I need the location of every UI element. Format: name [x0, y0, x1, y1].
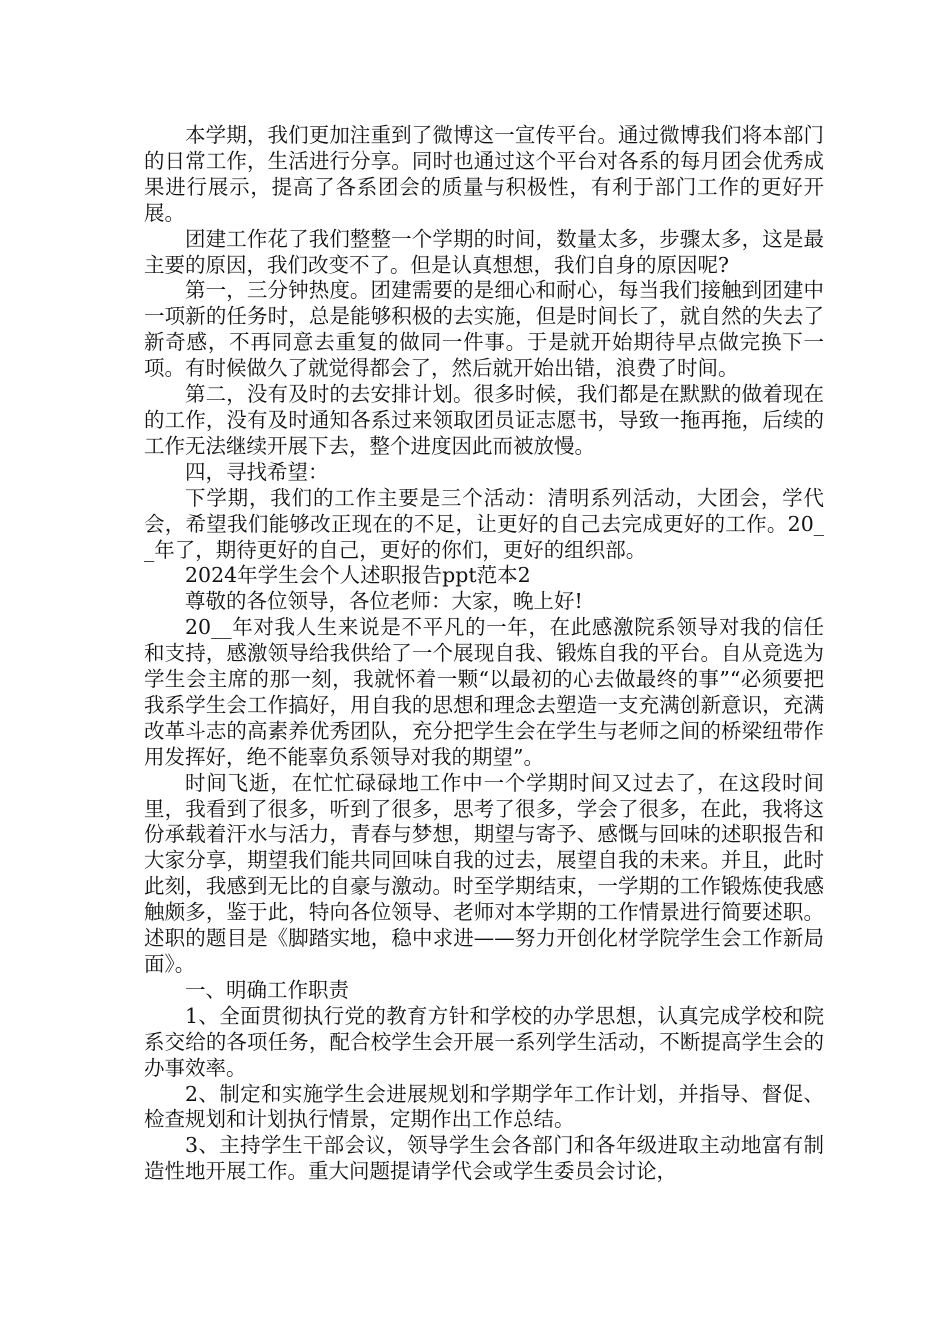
duty-item-3: 3、主持学生干部会议，领导学生会各部门和各年级进取主动地富有制造性地开展工作。重大问题提请学代会或学生委员会讨论，	[144, 1133, 824, 1184]
paragraph-next-semester: 下学期，我们的工作主要是三个活动：清明系列活动，大团会，学代会，希望我们能够改正现在的不足，让更好的自己去完成更好的工作。20__年了，期待更好的自己，更好的你们，更好的组织部。	[144, 485, 824, 562]
report-title: 2024年学生会个人述职报告ppt范本2	[185, 563, 531, 588]
duty-item-1: 1、全面贯彻执行党的教育方针和学校的办学思想，认真完成学校和院系交给的各项任务，配合校学生会开展一系列学生活动，不断提高学生会的办事效率。	[144, 1003, 824, 1080]
paragraph-team-building: 团建工作花了我们整整一个学期的时间，数量太多，步骤太多，这是最主要的原因，我们改变不了。但是认真想想，我们自身的原因呢?	[144, 226, 824, 277]
document-body	[144, 123, 824, 1185]
duty-item-2: 2、制定和实施学生会进展规划和学期学年工作计划，并指导、督促、检查规划和计划执行情景，定期作出工作总结。	[144, 1081, 824, 1132]
section-heading-hope: 四，寻找希望：	[185, 459, 329, 484]
paragraph-year-review: 20__年对我人生来说是不平凡的一年，在此感激院系领导对我的信任和支持，感激领导给我供给了一个展现自我、锻炼自我的平台。自从竞选为学生会主席的那一刻，我就怀着一颗“以最初的心去做最终的事”“必须要把我系学生会工作搞好，用自我的思想和理念去塑造一支充满创新意识，充满改革斗志的高素养优秀团队，充分把学生会在学生与老师之间的桥梁纽带作用发挥好，绝不能辜负系领导对我的期望”。	[144, 615, 824, 769]
paragraph-first-reason: 第一，三分钟热度。团建需要的是细心和耐心，每当我们接触到团建中一项新的任务时，总是能够积极的去实施，但是时间长了，就自然的失去了新奇感，不再同意去重复的做同一件事。于是就开始期待早点做完换下一项。有时候做久了就觉得都会了，然后就开始出错，浪费了时间。	[144, 278, 824, 381]
paragraph-time-flies: 时间飞逝，在忙忙碌碌地工作中一个学期时间又过去了，在这段时间里，我看到了很多，听到了很多，思考了很多，学会了很多，在此，我将这份承载着汗水与活力，青春与梦想，期望与寄予、感慨与回味的述职报告和大家分享，期望我们能共同回味自我的过去，展望自我的未来。并且，此时此刻，我感到无比的自豪与激动。时至学期结束，一学期的工作锻炼使我感触颇多，鉴于此，特向各位领导、老师对本学期的工作情景进行简要述职。述职的题目是《脚踏实地，稳中求进——努力开创化材学院学生会工作新局面》。	[144, 770, 824, 976]
greeting: 尊敬的各位领导，各位老师：大家，晚上好!	[185, 589, 583, 614]
paragraph-second-reason: 第二，没有及时的去安排计划。很多时候，我们都是在默默的做着现在的工作，没有及时通知各系过来领取团员证志愿书，导致一拖再拖，后续的工作无法继续开展下去，整个进度因此而被放慢。	[144, 382, 824, 458]
section-heading-duties: 一、明确工作职责	[185, 977, 349, 1002]
paragraph-weibo-platform: 本学期，我们更加注重到了微博这一宣传平台。通过微博我们将本部门的日常工作，生活进行分享。同时也通过这个平台对各系的每月团会优秀成果进行展示，提高了各系团会的质量与积极性，有利于部门工作的更好开展。	[144, 123, 824, 225]
